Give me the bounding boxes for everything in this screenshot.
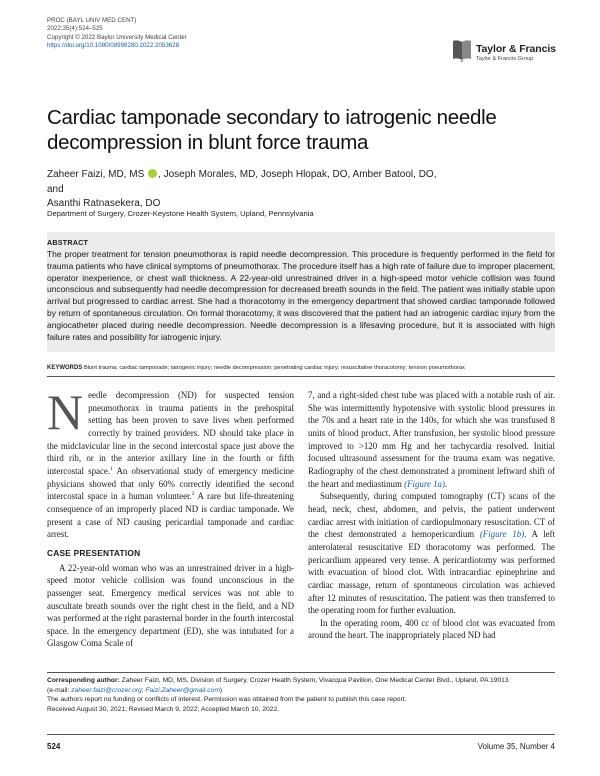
email-link-2[interactable]: Faizi.Zaheer@gmail.com bbox=[145, 686, 220, 694]
footer-divider bbox=[47, 672, 555, 673]
abstract-text: The proper treatment for tension pneumothorax is rapid needle decompression. This procedure is frequently performed in the field for trauma patients who have clinical symptoms of pneumothorax. The procedure itself has a high rate of failure due to improper placement, operator inexperience, or chest wall thickness. A 22-year-old unrestrained driver in a high-speed motor vehicle collision was found unconscious and subsequently had needle decompression for decreased breath sounds in the field. The patient was initially stable upon arrival but progressed to cardiac arrest. She had a thoracotomy in the emergency department that showed cardiac tamponade followed by return of spontaneous circulation. On formal thoracotomy, it was discovered that the patient had an iatrogenic cardiac injury from the angiocatheter placed during needle decompression. Needle decompression is a lifesaving procedure, but it is associated with high failure rates and possibility for iatrogenic injury. bbox=[47, 249, 555, 342]
drop-cap: N bbox=[47, 384, 84, 440]
case-text-1-end: . bbox=[444, 478, 448, 489]
last-author: Asanthi Ratnasekera, DO bbox=[47, 198, 161, 209]
journal-name: PROC (BAYL UNIV MED CENT) bbox=[47, 17, 137, 24]
orcid-icon[interactable] bbox=[148, 169, 157, 178]
tf-book-logo-icon bbox=[452, 39, 472, 63]
body-right-column bbox=[308, 389, 555, 642]
figure-1b-link[interactable]: (Figure 1b) bbox=[479, 529, 525, 540]
coauthors: , Joseph Morales, MD, Joseph Hlopak, DO, Amber Batool, DO, and bbox=[47, 169, 437, 195]
case-text-1: 7, and a right-sided chest tube was placed with a notable rush of air. She was intermittently hypotensive with systolic blood pressures in the 70s and a heart rate in the 140s, for which she was transfused 8 units of blood product. After transfusion, her systolic blood pressure improved to >120 mm Hg and her tachycardia resolved. Initial focused ultrasound assessment for the trauma exam was negative. Radiography of the chest demonstrated a prominent leftward shift of the heart and mediastinum bbox=[308, 390, 555, 489]
section-heading: CASE PRESENTATION bbox=[47, 547, 141, 558]
figure-1a-link[interactable]: (Figure 1a) bbox=[404, 478, 445, 489]
author-list bbox=[47, 168, 447, 212]
keywords-text: Blunt trauma; cardiac tamponade; iatrogenic injury; needle decompression; penetrating cardiac injury; resuscitative thoracotomy; tension pneumothorax bbox=[83, 365, 465, 371]
email-link-1[interactable]: zaheer.faizi@crozer.org bbox=[71, 686, 142, 694]
email-line bbox=[47, 686, 555, 696]
publisher-name: Taylor & Francis bbox=[476, 43, 556, 55]
ref-2[interactable]: 2 bbox=[191, 491, 195, 498]
email-sep: ; bbox=[141, 686, 146, 694]
article-title: Cardiac tamponade secondary to iatrogenic needle decompression in blunt force trauma bbox=[47, 106, 497, 154]
intro-text-2: An observational study of emergency medicine physicians showed that only 60% correctly identified the second intercostal space in a human volunteer. bbox=[47, 465, 294, 502]
keywords-label: KEYWORDS bbox=[47, 365, 83, 371]
affiliation: Department of Surgery, Crozer-Keystone Health System, Upland, Pennsylvania bbox=[47, 209, 314, 218]
journal-header bbox=[47, 17, 187, 51]
page-number: 524 bbox=[47, 742, 61, 751]
ref-1[interactable]: 1 bbox=[110, 465, 113, 472]
email-suffix: ) bbox=[219, 686, 223, 694]
intro-text-3: A rare but life-threatening consequence of an improperly placed ND is cardiac tamponade. We present a case of ND causing pericardial tamponade and cardiac arrest. bbox=[47, 491, 294, 540]
email-prefix: (e-mail: bbox=[47, 686, 72, 694]
first-author: Zaheer Faizi, MD, MS bbox=[47, 169, 145, 180]
footnote bbox=[47, 676, 555, 714]
page-footer-divider bbox=[47, 734, 555, 735]
funding-statement: The authors report no funding or conflicts of interest. Permission was obtained from the patient to publish this case report. bbox=[47, 696, 407, 704]
case-paragraph-cont bbox=[308, 389, 555, 490]
intro-paragraph bbox=[47, 384, 294, 541]
or-paragraph: In the operating room, 400 cc of blood clot was evacuated from around the heart. The inappropriately placed ND had bbox=[308, 617, 555, 641]
case-paragraph: A 22-year-old woman who was an unrestrained driver in a high-speed motor vehicle collision was found unconscious in the passenger seat. Emergency medical services was not able to auscultate breath sounds over the right chest in the field, and a ND was performed at the right parasternal border in the fourth intercostal space. In the emergency department (ED), she was intubated for a Glasgow Coma Scale of bbox=[47, 562, 294, 649]
volume-number: Volume 35, Number 4 bbox=[477, 742, 555, 751]
corresponding-author bbox=[47, 676, 555, 686]
corr-label: Corresponding author: bbox=[47, 677, 120, 684]
ct-text-2: . A left anterolateral resuscitative ED thoracotomy was performed. The pericardium appeared very tense. A pericardiotomy was performed with evacuation of blood clot. With intracardiac epinephrine and cardiac massage, return of spontaneous circulation was achieved after 12 minutes of resuscitation. The patient was then transferred to the operating room for further evaluation. bbox=[308, 529, 555, 616]
copyright: Copyright © 2022 Baylor University Medical Center bbox=[47, 33, 187, 41]
publisher-logo bbox=[452, 39, 562, 69]
dates: Received August 30, 2021; Revised March 9, 2022; Accepted March 10, 2022. bbox=[47, 705, 279, 713]
doi-link[interactable]: https://doi.org/10.1080/08998280.2022.2053628 bbox=[47, 42, 180, 50]
divider bbox=[47, 376, 555, 377]
keywords bbox=[47, 364, 555, 372]
corr-text: Zaheer Faizi, MD, MS, Division of Surgery, Crozer Health System, Vivacqua Pavilion, One Medical Center Blvd., Upland, PA 19013 bbox=[119, 677, 509, 684]
abstract-heading: ABSTRACT bbox=[47, 238, 89, 247]
body-left-column bbox=[47, 384, 294, 650]
ct-text-1: Subsequently, during computed tomography (CT) scans of the head, neck, chest, abdomen, and pelvis, the patient underwent cardiac arrest with initiation of cardiopulmonary resuscitation. CT of the chest demonstrated a hemopericardium bbox=[308, 491, 555, 540]
publisher-group: Taylor & Francis Group bbox=[476, 56, 534, 62]
intro-text-1: eedle decompression (ND) for suspected tension pneumothorax in trauma patients in the prehospital setting has been proven to save lives when performed correctly by trained providers. ND should take place in the midclavicular line in the second intercostal space just above the third rib, or in the anterior axillary line in the fourth or fifth intercostal space. bbox=[47, 390, 294, 476]
volume-pages: 2022;35(4):524–525 bbox=[47, 25, 103, 33]
ct-paragraph bbox=[308, 490, 555, 617]
